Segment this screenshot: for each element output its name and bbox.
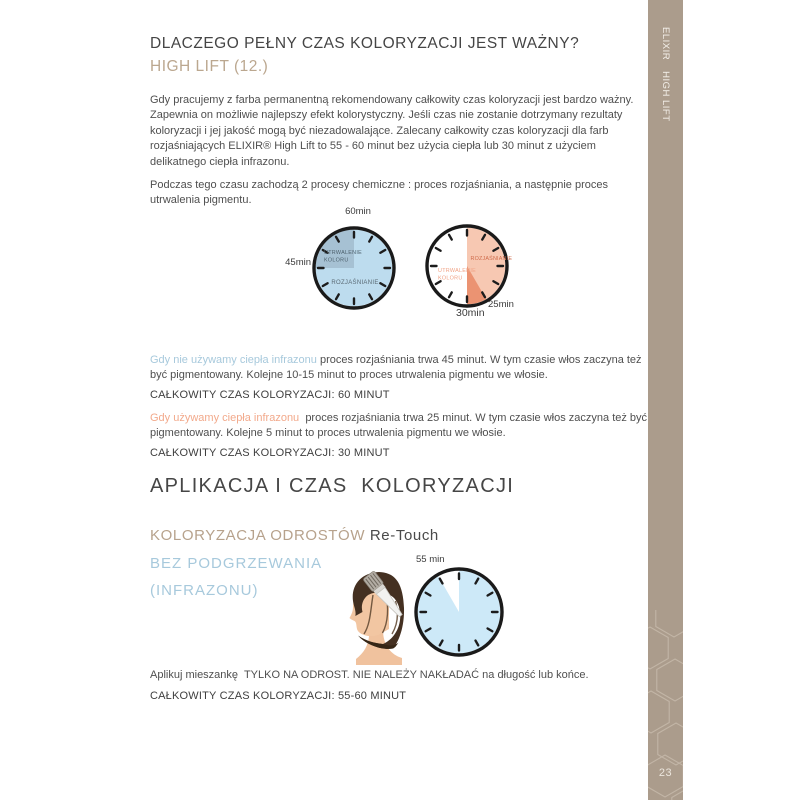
clock55-label: 55 min	[416, 554, 445, 565]
clock-60min-illustration	[306, 220, 402, 316]
page-title: DLACZEGO PEŁNY CZAS KOLORYZACJI JEST WAŻNY?	[150, 35, 580, 52]
retouch-subheading	[150, 527, 439, 544]
intro-paragraph-1: Gdy pracujemy z farba permanentną rekomendowany całkowity czas koloryzacji jest bardzo ważny. Zapewnia on możliwie najlepszy efekt kolorystyczny. Jeśli czas nie zostanie dotrzymany rezultaty koloryzacji i jej jakość mogą być niezadowalające. Zalecany całkowity czas koloryzacji dla farb rozjaśniających ELIXIR® High Lift to 55 - 60 minut bez użycia ciepła lub 30 minut z użyciem delikatnego ciepła infrazonu.	[150, 94, 634, 168]
clock60-top-label: 60min	[345, 206, 371, 217]
spine-brand: ELIXIR	[660, 27, 671, 61]
no-heat-lead: Gdy nie używamy ciepła infrazonu	[150, 354, 317, 366]
no-heat-paragraph	[150, 353, 650, 384]
no-heat-body: proces rozjaśniania trwa 45 minut. W tym czasie włos zaczyna też być pigmentowany. Kolejne 10-15 minut to proces utrwalenia pigmentu we włosie.	[150, 354, 642, 382]
application-note: Aplikuj mieszankę TYLKO NA ODROST. NIE NALEŻY NAKŁADAĆ na długość lub końce.	[150, 669, 589, 681]
main-content	[150, 0, 650, 800]
retouch-subheading-dark: Re-Touch	[369, 527, 439, 544]
clock60-phase1-label-line1: UTRWALENIE	[324, 250, 363, 256]
no-warming-line: BEZ PODGRZEWANIA	[150, 555, 323, 572]
client-head-illustration	[343, 570, 415, 665]
page-subtitle: HIGH LIFT (12.)	[150, 58, 269, 75]
clock60-phase1-label-line2: KOLORU	[324, 257, 349, 264]
with-heat-total-time: CAŁKOWITY CZAS KOLORYZACJI: 30 MINUT	[150, 447, 390, 459]
intro-paragraph-2: Podczas tego czasu zachodzą 2 procesy chemiczne : proces rozjaśniania, a następnie proces utrwalenia pigmentu.	[150, 179, 608, 207]
clock-55min-illustration	[411, 564, 507, 660]
page-number: 23	[658, 767, 673, 779]
clock30-label-25: 25min	[488, 299, 514, 310]
spine-vertical-text	[660, 27, 671, 122]
application-total-time: CAŁKOWITY CZAS KOLORYZACJI: 55-60 MINUT	[150, 690, 407, 702]
spine-series: HIGH LIFT	[660, 71, 671, 122]
clock30-label-30: 30min	[456, 307, 485, 319]
clock60-phase2-label: ROZJAŚNIANIE	[331, 280, 379, 286]
clock60-side-label: 45min	[285, 257, 311, 268]
retouch-subheading-tan: KOLORYZACJA ODROSTÓW	[150, 527, 366, 544]
no-heat-total-time: CAŁKOWITY CZAS KOLORYZACJI: 60 MINUT	[150, 389, 390, 401]
clock-30min-illustration	[419, 218, 515, 314]
clock30-phase1-label-line1: UTRWALENIE	[438, 268, 477, 274]
application-heading: APLIKACJA I CZAS KOLORYZACJI	[150, 475, 515, 497]
spine-bar	[648, 0, 683, 800]
with-heat-lead: Gdy używamy ciepła infrazonu	[150, 412, 300, 424]
clock30-phase2-label: ROZJAŚNIANIE	[470, 256, 513, 262]
with-heat-body: proces rozjaśniania trwa 25 minut. W tym czasie włos zaczyna też być pigmentowany. Kolejne 5 minut to proces utrwalenia pigmentu we włosie.	[150, 412, 648, 440]
with-heat-paragraph	[150, 411, 650, 442]
infrazone-line: (INFRAZONU)	[150, 582, 259, 599]
clock30-phase1-label-line2: KOLORU	[438, 275, 463, 282]
